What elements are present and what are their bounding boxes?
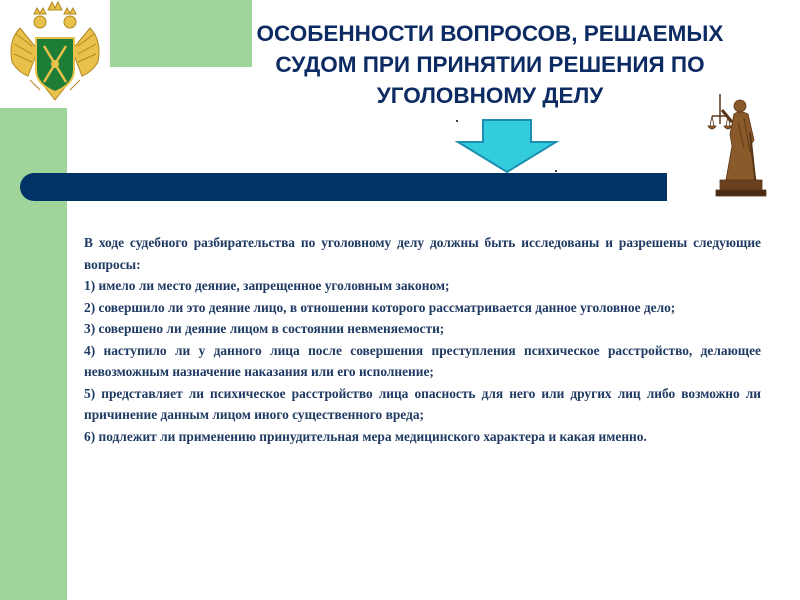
list-item: 2) совершило ли это деяние лицо, в отношении которого рассматривается данное уголовное дело;: [84, 299, 676, 315]
list-item: 6) подлежит ли применению принудительная мера медицинского характера и какая именно.: [84, 428, 647, 444]
title-line-2: СУДОМ ПРИ ПРИНЯТИИ РЕШЕНИЯ ПО: [275, 52, 705, 77]
logo-container: [0, 0, 110, 108]
title-line-1: ОСОБЕННОСТИ ВОПРОСОВ, РЕШАЕМЫХ: [256, 21, 724, 46]
down-arrow-icon: [455, 118, 560, 174]
list-item: 1) имело ли место деяние, запрещенное уголовным законом;: [84, 278, 450, 293]
header-divider-band: [20, 173, 667, 201]
intro-paragraph: В ходе судебного разбирательства по уголовному делу должны быть исследованы и разрешены следующие вопросы:: [84, 235, 761, 272]
slide-title: [205, 18, 775, 111]
title-line-3: УГОЛОВНОМУ ДЕЛУ: [376, 83, 604, 108]
list-item: 3) совершено ли деяние лицом в состоянии невменяемости;: [84, 321, 445, 336]
double-headed-eagle-emblem-icon: [0, 0, 110, 108]
list-item: 5) представляет ли психическое расстройство лица опасность для него или других лиц либо возможно ли причинение данным лицом иного существенного вреда;: [84, 385, 761, 422]
list-item: 4) наступило ли у данного лица после совершения преступления психическое расстройство, делающее невозможным назначение наказания или его исполнение;: [84, 342, 761, 379]
themis-justice-statue-icon: [700, 88, 775, 198]
main-text-block: [84, 232, 761, 447]
